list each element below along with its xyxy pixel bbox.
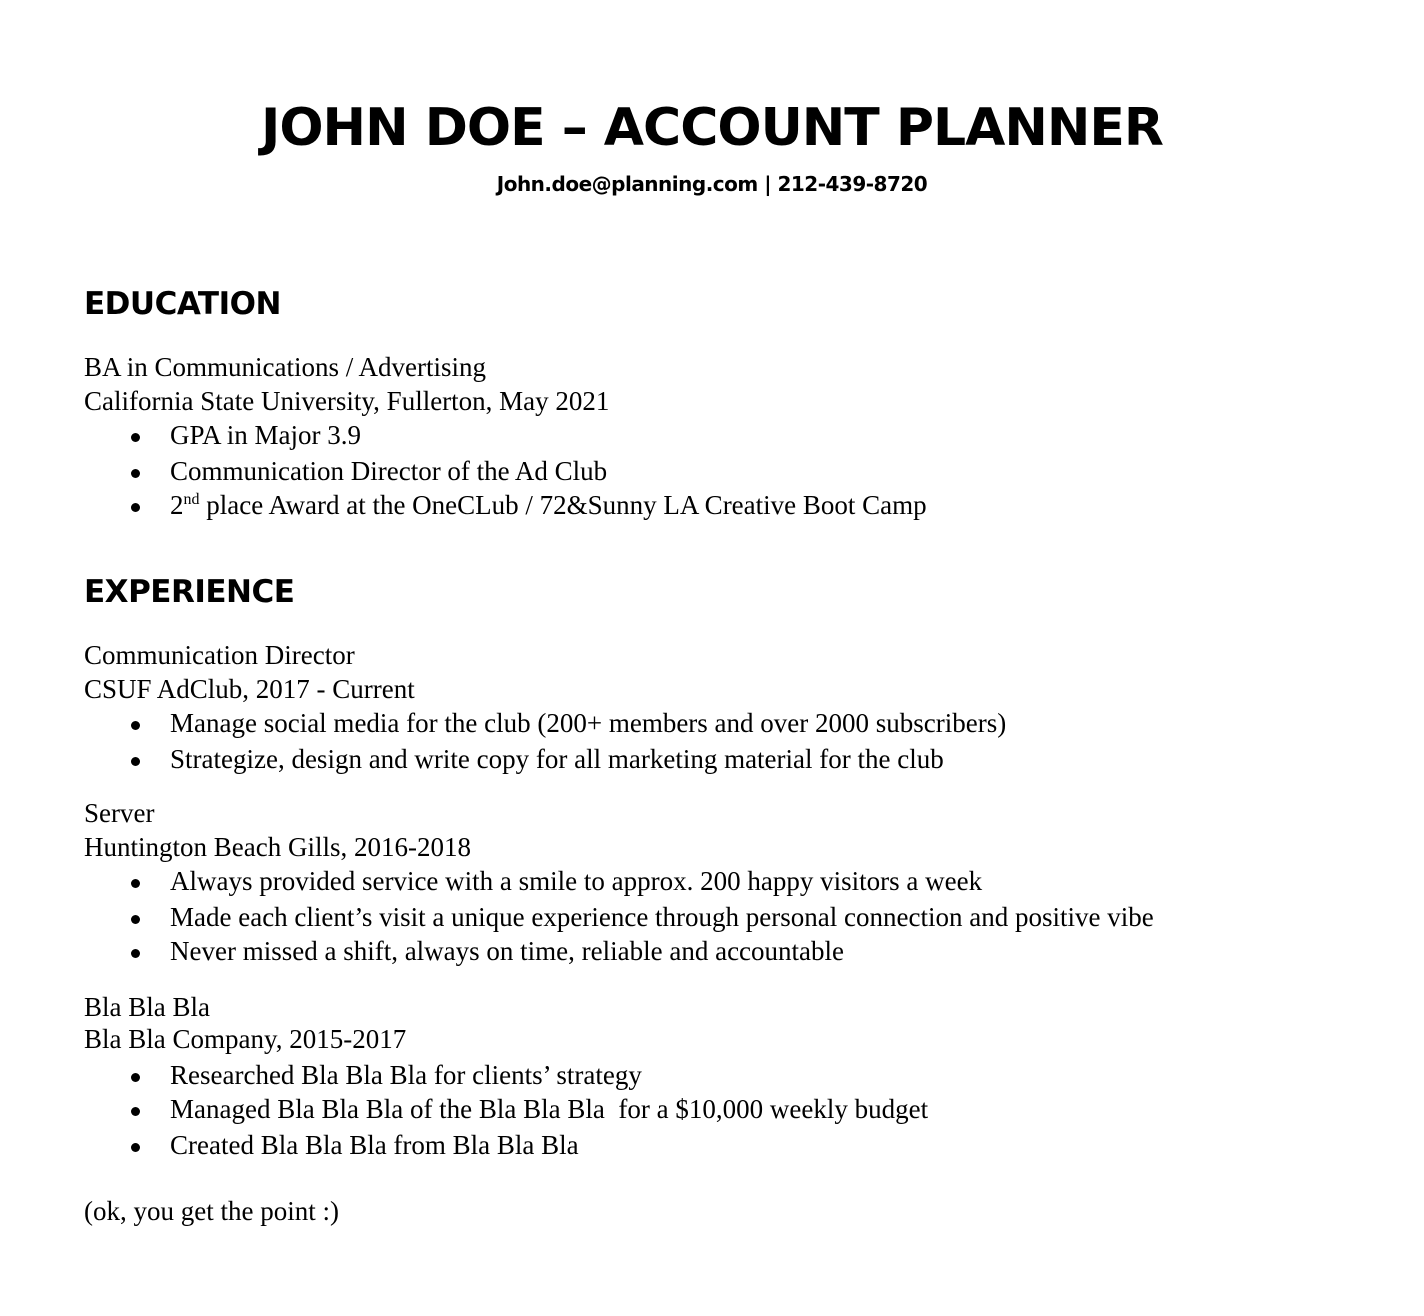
list-item-text: Never missed a shift, always on time, reliable and accountable (170, 936, 845, 966)
job-title: Bla Bla Bla (84, 992, 210, 1022)
job-title: Communication Director (84, 640, 355, 670)
list-item-text: Manage social media for the club (200+ members and over 2000 subscribers) (170, 708, 1007, 738)
list-item-text: Researched Bla Bla Bla for clients’ strategy (170, 1060, 642, 1090)
resume-title: JOHN DOE – ACCOUNT PLANNER (261, 98, 1163, 158)
list-item-text: Made each client’s visit a unique experience through personal connection and positive vibe (170, 902, 1154, 932)
job-org: Huntington Beach Gills, 2016-2018 (84, 832, 471, 862)
list-item-text: Communication Director of the Ad Club (170, 456, 608, 486)
experience-heading: EXPERIENCE (84, 574, 295, 610)
education-degree: BA in Communications / Advertising (84, 352, 487, 382)
bullet-icon (128, 900, 142, 934)
list-item-text (170, 488, 927, 522)
job-title: Server (84, 798, 155, 828)
footer-note: (ok, you get the point :) (84, 1196, 339, 1226)
list-item-text: Created Bla Bla Bla from Bla Bla Bla (170, 1130, 579, 1160)
job-org: CSUF AdClub, 2017 - Current (84, 674, 415, 704)
list-item-text: Managed Bla Bla Bla of the Bla Bla Bla for a $10,000 weekly budget (170, 1094, 929, 1124)
job-org: Bla Bla Company, 2015-2017 (84, 1024, 407, 1054)
list-item-text: GPA in Major 3.9 (170, 420, 362, 450)
bullet-icon (128, 1128, 142, 1162)
bullet-icon (128, 706, 142, 740)
bullet-icon (128, 1092, 142, 1126)
award-place-suffix: nd (183, 491, 200, 508)
bullet-icon (128, 488, 142, 522)
award-text: place Award at the OneCLub / 72&Sunny LA Creative Boot Camp (199, 490, 927, 520)
bullet-icon (128, 864, 142, 898)
education-school: California State University, Fullerton, May 2021 (84, 386, 610, 416)
bullet-icon (128, 1058, 142, 1092)
bullet-icon (128, 418, 142, 452)
list-item-text: Strategize, design and write copy for all marketing material for the club (170, 744, 944, 774)
contact-line: John.doe@planning.com | 212-439-8720 (496, 172, 928, 196)
award-place-number: 2 (170, 490, 184, 520)
bullet-icon (128, 454, 142, 488)
education-heading: EDUCATION (84, 286, 281, 322)
bullet-icon (128, 934, 142, 968)
list-item-text: Always provided service with a smile to approx. 200 happy visitors a week (170, 866, 983, 896)
bullet-icon (128, 742, 142, 776)
